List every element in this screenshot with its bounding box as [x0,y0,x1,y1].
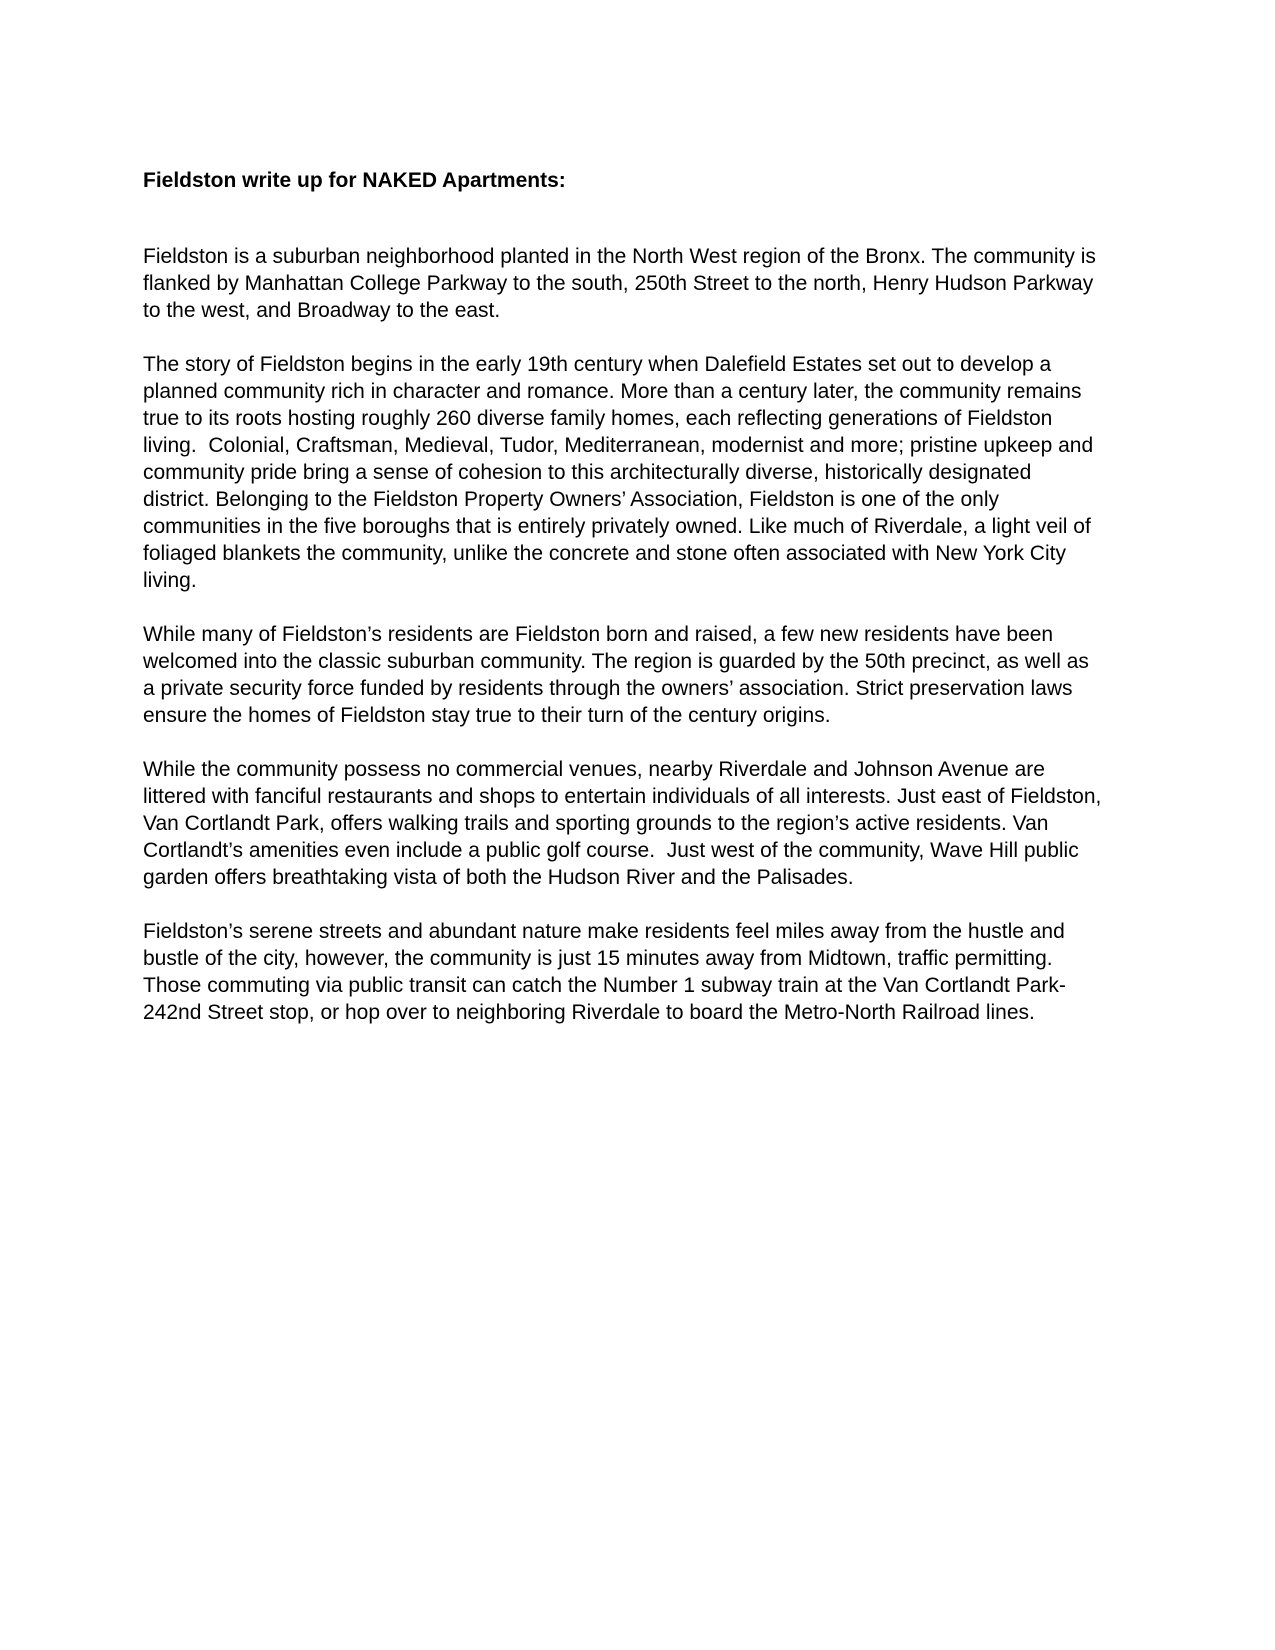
paragraph-intro-location: Fieldston is a suburban neighborhood planted in the North West region of the Bronx. The community is flanked by Manhattan College Parkway to the south, 250th Street to the north, Henry Hudson Parkway to the west, and Broadway to the east. [143,245,1102,322]
paragraph-amenities: While the community possess no commercial venues, nearby Riverdale and Johnson Avenue are littered with fanciful restaurants and shops to entertain individuals of all interests. Just east of Fieldston, Van Cortlandt Park, offers walking trails and sporting grounds to the region’s active residents. Van Cortlandt’s amenities even include a public golf course. Just west of the community, Wave Hill public garden offers breathtaking vista of both the Hudson River and the Palisades. [143,758,1108,889]
document-title: Fieldston write up for NAKED Apartments: [143,169,566,192]
paragraph-transit: Fieldston’s serene streets and abundant nature make residents feel miles away from the hustle and bustle of the city, however, the community is just 15 minutes away from Midtown, traffic permitting. Those commuting via public transit can catch the Number 1 subway train at the Van Cortlandt Park-242nd Street stop, or hop over to neighboring Riverdale to board the Metro-North Railroad lines. [143,920,1071,1024]
paragraph-history: The story of Fieldston begins in the early 19th century when Dalefield Estates set out to develop a planned community rich in character and romance. More than a century later, the community remains true to its roots hosting roughly 260 diverse family homes, each reflecting generations of Fieldston living. Colonial, Craftsman, Medieval, Tudor, Mediterranean, modernist and more; pristine upkeep and community pride bring a sense of cohesion to this architecturally diverse, historically designated district. Belonging to the Fieldston Property Owners’ Association, Fieldston is one of the only communities in the five boroughs that is entirely privately owned. Like much of Riverdale, a light veil of foliaged blankets the community, unlike the concrete and stone often associated with New York City living. [143,353,1100,592]
paragraph-residents-security: While many of Fieldston’s residents are Fieldston born and raised, a few new residents have been welcomed into the classic suburban community. The region is guarded by the 50th precinct, as well as a private security force funded by residents through the owners’ association. Strict preservation laws ensure the homes of Fieldston stay true to their turn of the century origins. [143,623,1095,727]
